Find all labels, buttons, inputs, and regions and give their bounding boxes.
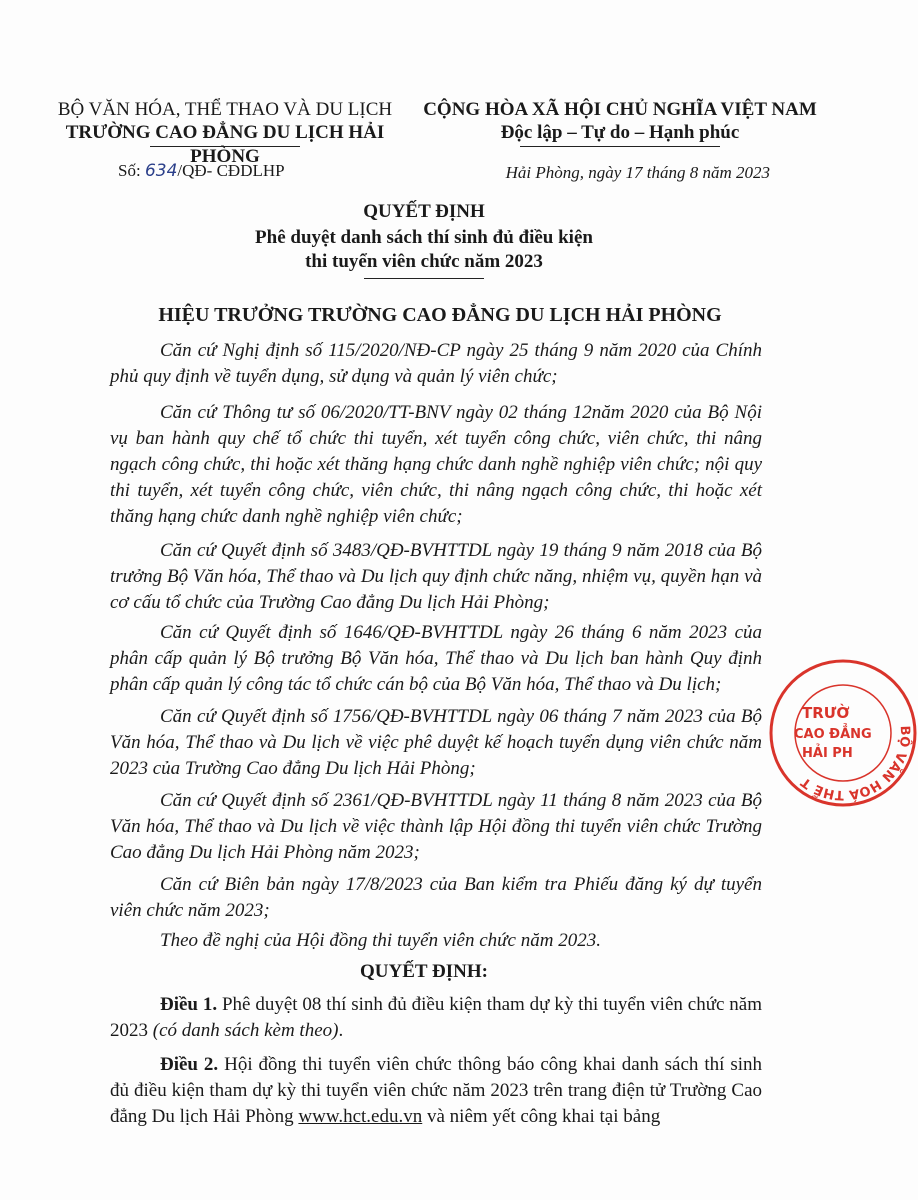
official-seal <box>768 658 918 808</box>
article-1 <box>110 992 762 1044</box>
seal-line-2: CAO ĐẲNG <box>794 727 872 742</box>
handwritten-number: 634 <box>144 161 178 181</box>
ministry-name: BỘ VĂN HÓA, THỂ THAO VÀ DU LỊCH <box>57 99 393 120</box>
seal-line-3: HẢI PH <box>802 746 853 761</box>
decision-title: QUYẾT ĐỊNH <box>363 201 485 222</box>
basis-4: Căn cứ Quyết định số 1646/QĐ-BVHTTDL ngày 26 tháng 6 năm 2023 của phân cấp quản lý Bộ trưởng Bộ Văn hóa, Thể thao và Du lịch ban hành Quy định phân cấp quản lý công tác tổ chức cán bộ của Bộ Văn hóa, Thể thao và Du lịch; <box>110 622 762 695</box>
decision-subtitle-2: thi tuyển viên chức năm 2023 <box>305 251 543 272</box>
basis-7: Căn cứ Biên bản ngày 17/8/2023 của Ban kiểm tra Phiếu đăng ký dự tuyển viên chức năm 2023; <box>110 874 762 921</box>
school-underline <box>150 146 300 147</box>
article-1-label: Điều 1. <box>160 994 218 1015</box>
authority-heading: HIỆU TRƯỞNG TRƯỜNG CAO ĐẲNG DU LỊCH HẢI PHÒNG <box>158 304 722 326</box>
article-2 <box>110 1052 762 1130</box>
article-2-tail: và niêm yết công khai tại bảng <box>422 1106 661 1127</box>
number-prefix: Số: <box>118 161 145 180</box>
basis-5: Căn cứ Quyết định số 1756/QĐ-BVHTTDL ngày 06 tháng 7 năm 2023 của Bộ Văn hóa, Thể thao và Du lịch về việc phê duyệt kế hoạch tuyển dụng viên chức năm 2023 của Trường Cao đẳng Du lịch Hải Phòng; <box>110 706 762 779</box>
decision-subtitle-1: Phê duyệt danh sách thí sinh đủ điều kiện <box>255 227 593 248</box>
motto: Độc lập – Tự do – Hạnh phúc <box>500 122 740 143</box>
title-underline <box>364 278 484 279</box>
article-1-tail: . <box>338 1020 344 1041</box>
decision-heading: QUYẾT ĐỊNH: <box>360 961 488 982</box>
document-number <box>118 160 285 182</box>
basis-2: Căn cứ Thông tư số 06/2020/TT-BNV ngày 02 tháng 12năm 2020 của Bộ Nội vụ ban hành quy chế tổ chức thi tuyển, xét tuyển công chức, viên chức, thi nâng ngạch công chức, thi hoặc xét thăng hạng chức danh nghề nghiệp viên chức; nội quy thi tuyển, xét tuyển công chức, viên chức, thi nâng ngạch công chức, thi hoặc xét thăng hạng chức danh nghề nghiệp viên chức; <box>110 402 762 527</box>
seal-ring-text: BỘ VĂN HOÁ THỂ T <box>798 725 913 803</box>
article-1-text: Phê duyệt 08 thí sinh đủ điều kiện tham dự kỳ thi tuyển viên chức năm 2023 <box>110 994 763 1041</box>
nation-name: CỘNG HÒA XÃ HỘI CHỦ NGHĨA VIỆT NAM <box>423 99 817 120</box>
basis-3: Căn cứ Quyết định số 3483/QĐ-BVHTTDL ngày 19 tháng 9 năm 2018 của Bộ trưởng Bộ Văn hóa, Thể thao và Du lịch quy định chức năng, nhiệm vụ, quyền hạn và cơ cấu tổ chức của Trường Cao đẳng Du lịch Hải Phòng; <box>110 540 762 613</box>
article-2-text: Hội đồng thi tuyển viên chức thông báo công khai danh sách thí sinh đủ điều kiện tham dự kỳ thi tuyển viên chức năm 2023 trên trang điện tử Trường Cao đẳng Du lịch Hải Phòng <box>110 1054 762 1127</box>
seal-line-1: TRƯỜ <box>802 704 850 722</box>
website-link[interactable]: www.hct.edu.vn <box>298 1106 423 1127</box>
motto-underline <box>520 146 720 147</box>
basis-1: Căn cứ Nghị định số 115/2020/NĐ-CP ngày 25 tháng 9 năm 2020 của Chính phủ quy định về tuyển dụng, sử dụng và quản lý viên chức; <box>110 340 762 387</box>
basis-8: Theo đề nghị của Hội đồng thi tuyển viên chức năm 2023. <box>160 930 601 951</box>
article-2-label: Điều 2. <box>160 1054 219 1075</box>
place-date: Hải Phòng, ngày 17 tháng 8 năm 2023 <box>505 163 770 182</box>
number-suffix: /QĐ- CĐDLHP <box>177 161 285 180</box>
article-1-note: (có danh sách kèm theo) <box>152 1020 339 1041</box>
school-name: TRƯỜNG CAO ĐẲNG DU LỊCH HẢI PHÒNG <box>65 122 385 167</box>
basis-6: Căn cứ Quyết định số 2361/QĐ-BVHTTDL ngày 11 tháng 8 năm 2023 của Bộ Văn hóa, Thể thao và Du lịch về việc thành lập Hội đồng thi tuyển viên chức Trường Cao đẳng Du lịch Hải Phòng năm 2023; <box>110 790 762 863</box>
